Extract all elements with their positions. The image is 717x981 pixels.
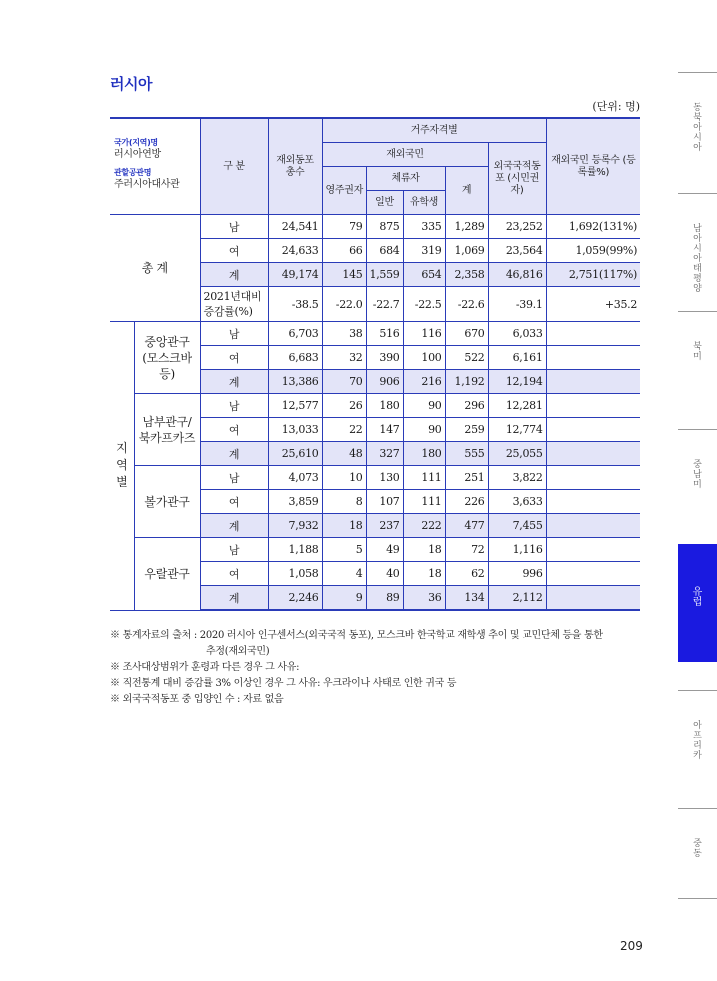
cell-foreign: 2,112	[488, 586, 546, 611]
header-student: 유학생	[403, 191, 445, 215]
table-row	[110, 394, 640, 418]
header-foreign-nationals: 외국국적동포 (시민권자)	[488, 143, 546, 215]
cell-total: 12,577	[268, 394, 322, 418]
side-tab-africa[interactable]: 아 프 리 카	[678, 690, 717, 809]
cell-gen: 237	[366, 514, 403, 538]
header-subtotal: 계	[445, 167, 488, 215]
cell-total: 13,386	[268, 370, 322, 394]
cell-reg	[546, 538, 640, 562]
cell-sub: 251	[445, 466, 488, 490]
cell-perm: -22.0	[322, 287, 366, 322]
cell-foreign: -39.1	[488, 287, 546, 322]
cell-total: 7,932	[268, 514, 322, 538]
table-row	[110, 322, 640, 346]
cell-reg	[546, 442, 640, 466]
cell-total: 49,174	[268, 263, 322, 287]
cell-gen: 516	[366, 322, 403, 346]
unit-label: (단위: 명)	[592, 100, 640, 113]
cell-sub: -22.6	[445, 287, 488, 322]
footnote-scope: ※ 조사대상범위가 훈령과 다른 경우 그 사유:	[110, 662, 300, 673]
cell-perm: 70	[322, 370, 366, 394]
cell-reg	[546, 562, 640, 586]
side-tab-latin-america[interactable]: 중 남 미	[678, 429, 717, 545]
cell-reg	[546, 322, 640, 346]
region-column-label: 지 역 별	[110, 322, 134, 611]
cell-perm: 8	[322, 490, 366, 514]
cell-perm: 5	[322, 538, 366, 562]
cell-foreign: 996	[488, 562, 546, 586]
cell-foreign: 1,116	[488, 538, 546, 562]
cell-reg	[546, 586, 640, 611]
row-label: 계	[200, 370, 268, 394]
cell-sub: 1,192	[445, 370, 488, 394]
cell-foreign: 6,033	[488, 322, 546, 346]
cell-foreign: 3,822	[488, 466, 546, 490]
cell-reg: 1,692(131%)	[546, 215, 640, 239]
row-label: 여	[200, 490, 268, 514]
cell-sub: 62	[445, 562, 488, 586]
header-country-info: 국가(지역)명 러시아연방 관할공관명 주러시아대사관	[110, 118, 200, 215]
header-division: 구 분	[200, 118, 268, 215]
cell-sub: 477	[445, 514, 488, 538]
cell-reg	[546, 370, 640, 394]
region-name: 우랄관구	[134, 538, 200, 611]
cell-total: 6,683	[268, 346, 322, 370]
cell-sub: 72	[445, 538, 488, 562]
cell-foreign: 25,055	[488, 442, 546, 466]
row-label: 계	[200, 586, 268, 611]
cell-stu: 90	[403, 394, 445, 418]
page-number: 209	[620, 939, 643, 953]
cell-total: -38.5	[268, 287, 322, 322]
cell-foreign: 6,161	[488, 346, 546, 370]
cell-sub: 522	[445, 346, 488, 370]
cell-stu: 18	[403, 538, 445, 562]
row-label: 여	[200, 346, 268, 370]
footnotes	[110, 628, 650, 708]
row-label: 여	[200, 418, 268, 442]
cell-gen: 875	[366, 215, 403, 239]
cell-reg	[546, 346, 640, 370]
row-label: 여	[200, 239, 268, 263]
cell-gen: 147	[366, 418, 403, 442]
cell-perm: 18	[322, 514, 366, 538]
cell-foreign: 23,564	[488, 239, 546, 263]
statistics-table	[110, 117, 640, 611]
cell-perm: 66	[322, 239, 366, 263]
header-registered: 재외국민 등록수 (등록률%)	[546, 118, 640, 215]
cell-stu: 116	[403, 322, 445, 346]
row-label: 계	[200, 442, 268, 466]
cell-total: 24,633	[268, 239, 322, 263]
cell-foreign: 3,633	[488, 490, 546, 514]
cell-stu: 180	[403, 442, 445, 466]
cell-stu: 111	[403, 466, 445, 490]
cell-sub: 670	[445, 322, 488, 346]
cell-foreign: 46,816	[488, 263, 546, 287]
footnote-adoptees: ※ 외국국적동포 중 입양인 수 : 자료 없음	[110, 694, 284, 705]
cell-gen: 390	[366, 346, 403, 370]
cell-sub: 1,289	[445, 215, 488, 239]
cell-sub: 555	[445, 442, 488, 466]
cell-total: 1,058	[268, 562, 322, 586]
cell-reg	[546, 466, 640, 490]
cell-gen: 684	[366, 239, 403, 263]
cell-total: 4,073	[268, 466, 322, 490]
cell-perm: 38	[322, 322, 366, 346]
cell-sub: 226	[445, 490, 488, 514]
cell-perm: 26	[322, 394, 366, 418]
side-tab-divider	[678, 898, 717, 900]
cell-total: 1,188	[268, 538, 322, 562]
cell-perm: 22	[322, 418, 366, 442]
cell-total: 25,610	[268, 442, 322, 466]
cell-stu: 222	[403, 514, 445, 538]
cell-stu: 100	[403, 346, 445, 370]
row-label: 남	[200, 538, 268, 562]
cell-gen: 130	[366, 466, 403, 490]
side-tab-north-america[interactable]: 북 미	[678, 311, 717, 430]
cell-stu: 90	[403, 418, 445, 442]
footnote-source-cont: 추정(재외국민)	[206, 646, 270, 657]
cell-total: 13,033	[268, 418, 322, 442]
cell-foreign: 12,194	[488, 370, 546, 394]
cell-gen: 180	[366, 394, 403, 418]
side-tab-south-asia-pacific[interactable]: 남 아 시 아 태 평 양	[678, 193, 717, 312]
cell-foreign: 12,774	[488, 418, 546, 442]
region-name: 볼가관구	[134, 466, 200, 538]
region-name: 남부관구/ 북카프카즈	[134, 394, 200, 466]
cell-gen: 906	[366, 370, 403, 394]
row-label: 여	[200, 562, 268, 586]
cell-reg	[546, 418, 640, 442]
cell-reg: +35.2	[546, 287, 640, 322]
cell-gen: 1,559	[366, 263, 403, 287]
cell-gen: 327	[366, 442, 403, 466]
cell-perm: 79	[322, 215, 366, 239]
row-label: 남	[200, 394, 268, 418]
cell-foreign: 12,281	[488, 394, 546, 418]
cell-total: 3,859	[268, 490, 322, 514]
header-sojourner: 체류자	[366, 167, 445, 191]
header-permanent: 영주권자	[322, 167, 366, 215]
cell-sub: 2,358	[445, 263, 488, 287]
cell-gen: 49	[366, 538, 403, 562]
cell-reg: 2,751(117%)	[546, 263, 640, 287]
cell-gen: -22.7	[366, 287, 403, 322]
side-tab-middle-east[interactable]: 중 동	[678, 808, 717, 899]
cell-reg	[546, 394, 640, 418]
row-label: 남	[200, 466, 268, 490]
header-total: 재외동포 총수	[268, 118, 322, 215]
cell-stu: 111	[403, 490, 445, 514]
cell-perm: 48	[322, 442, 366, 466]
cell-sub: 296	[445, 394, 488, 418]
table-row	[110, 215, 640, 239]
page-title: 러시아	[110, 75, 152, 93]
footnote-change-reason: ※ 직전통계 대비 증감률 3% 이상인 경우 그 사유: 우크라이나 사태로 인한 귀국 등	[110, 678, 457, 689]
cell-stu: 654	[403, 263, 445, 287]
cell-sub: 134	[445, 586, 488, 611]
cell-reg	[546, 514, 640, 538]
side-tab-northeast-asia[interactable]: 동 북 아 시 아	[678, 72, 717, 194]
side-tab-europe[interactable]: 유 럽	[678, 544, 717, 662]
cell-perm: 145	[322, 263, 366, 287]
cell-stu: 36	[403, 586, 445, 611]
row-label: 남	[200, 322, 268, 346]
cell-reg: 1,059(99%)	[546, 239, 640, 263]
row-label: 계	[200, 263, 268, 287]
cell-perm: 10	[322, 466, 366, 490]
cell-reg	[546, 490, 640, 514]
cell-gen: 40	[366, 562, 403, 586]
cell-gen: 107	[366, 490, 403, 514]
header-nationals: 재외국민	[322, 143, 488, 167]
cell-stu: -22.5	[403, 287, 445, 322]
region-name: 중앙관구 (모스크바 등)	[134, 322, 200, 394]
cell-total: 24,541	[268, 215, 322, 239]
cell-perm: 32	[322, 346, 366, 370]
cell-stu: 335	[403, 215, 445, 239]
cell-perm: 4	[322, 562, 366, 586]
row-label: 계	[200, 514, 268, 538]
cell-total: 6,703	[268, 322, 322, 346]
cell-stu: 216	[403, 370, 445, 394]
cell-foreign: 7,455	[488, 514, 546, 538]
table-row	[110, 466, 640, 490]
cell-gen: 89	[366, 586, 403, 611]
table-row	[110, 538, 640, 562]
cell-stu: 319	[403, 239, 445, 263]
row-label: 2021년대비 증감률(%)	[200, 287, 268, 322]
cell-foreign: 23,252	[488, 215, 546, 239]
cell-stu: 18	[403, 562, 445, 586]
cell-total: 2,246	[268, 586, 322, 611]
header-residence-status: 거주자격별	[322, 118, 546, 143]
header-general: 일반	[366, 191, 403, 215]
row-label: 남	[200, 215, 268, 239]
cell-sub: 1,069	[445, 239, 488, 263]
total-group-label: 총 계	[110, 215, 200, 322]
cell-sub: 259	[445, 418, 488, 442]
cell-perm: 9	[322, 586, 366, 611]
footnote-source: ※ 통계자료의 출처 : 2020 러시아 인구센서스(외국국적 동포), 모스크바 한국학교 재학생 추이 및 교민단체 등을 통한	[110, 630, 603, 641]
